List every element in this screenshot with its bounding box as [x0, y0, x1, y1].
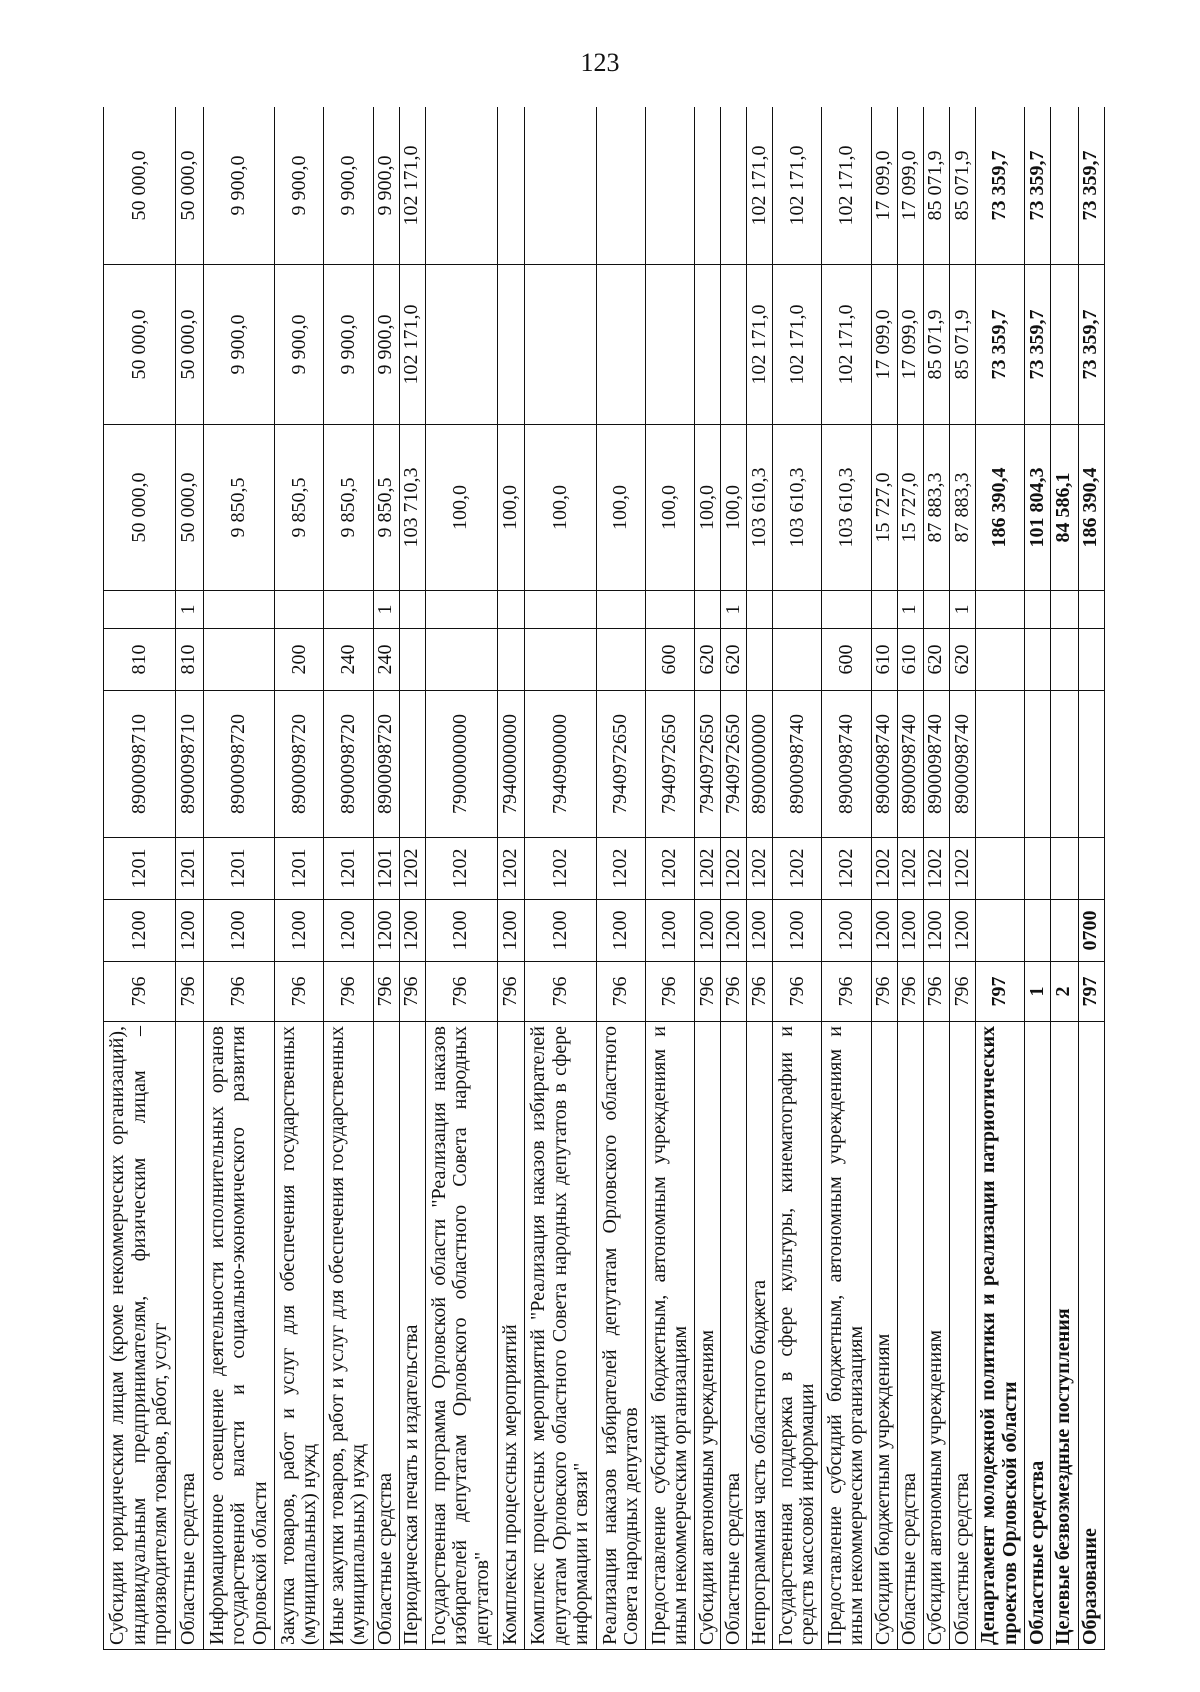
row-gr-cell: 796	[949, 962, 975, 1022]
row-v1-cell: 103 610,3	[822, 425, 871, 591]
row-v2-cell: 17 099,0	[897, 265, 923, 425]
row-v2-cell: 17 099,0	[871, 265, 897, 425]
row-gr-cell: 796	[897, 962, 923, 1022]
row-fl-cell	[1050, 591, 1078, 629]
row-rz-cell: 1200	[324, 900, 373, 962]
row-v3-cell	[1050, 107, 1078, 265]
table-row	[399, 107, 425, 1650]
row-pr-cell: 1202	[822, 838, 871, 900]
row-gr-cell: 796	[822, 962, 871, 1022]
table-row	[275, 107, 324, 1650]
table-row	[497, 107, 525, 1650]
row-v2-cell: 50 000,0	[175, 265, 203, 425]
row-name-cell: Периодическая печать и издательства	[399, 1022, 425, 1650]
row-cs-cell: 8900098740	[871, 691, 897, 838]
page-number: 123	[580, 48, 620, 77]
row-vr-cell	[203, 629, 275, 691]
row-cs-cell	[1024, 691, 1050, 838]
row-gr-cell: 796	[747, 962, 773, 1022]
row-gr-cell: 796	[373, 962, 399, 1022]
row-v2-cell: 85 071,9	[923, 265, 949, 425]
row-name-cell: Иные закупки товаров, работ и услуг для обеспечения государственных (муниципальных) нужд	[324, 1022, 373, 1650]
row-fl-cell	[597, 591, 646, 629]
row-cs-cell: 8900098720	[203, 691, 275, 838]
row-cs-cell: 7940000000	[497, 691, 525, 838]
row-v3-cell	[525, 107, 597, 265]
row-vr-cell: 810	[175, 629, 203, 691]
row-v2-cell	[425, 265, 497, 425]
row-vr-cell	[525, 629, 597, 691]
row-name-cell: Областные средства	[721, 1022, 747, 1650]
row-rz-cell: 1200	[597, 900, 646, 962]
budget-table-body	[104, 107, 1105, 1650]
table-row	[721, 107, 747, 1650]
row-pr-cell	[1078, 838, 1104, 900]
row-pr-cell: 1202	[399, 838, 425, 900]
row-vr-cell: 240	[373, 629, 399, 691]
row-v3-cell: 9 900,0	[324, 107, 373, 265]
row-cs-cell: 8900098740	[773, 691, 822, 838]
row-name-cell: Областные средства	[373, 1022, 399, 1650]
row-gr-cell: 796	[104, 962, 176, 1022]
row-fl-cell: 1	[949, 591, 975, 629]
row-cs-cell: 7900000000	[425, 691, 497, 838]
row-pr-cell	[1050, 838, 1078, 900]
row-v3-cell: 102 171,0	[399, 107, 425, 265]
table-row	[104, 107, 176, 1650]
row-v1-cell: 100,0	[695, 425, 721, 591]
table-row	[425, 107, 497, 1650]
row-pr-cell: 1201	[175, 838, 203, 900]
row-v2-cell: 9 900,0	[275, 265, 324, 425]
row-gr-cell: 796	[324, 962, 373, 1022]
row-v3-cell: 102 171,0	[822, 107, 871, 265]
row-v1-cell: 103 710,3	[399, 425, 425, 591]
row-pr-cell: 1202	[949, 838, 975, 900]
row-fl-cell	[747, 591, 773, 629]
row-name-cell: Государственная программа Орловской области "Реализация наказов избирателей депутатам Орловского областного Совета народных депутатов"	[425, 1022, 497, 1650]
row-gr-cell: 796	[597, 962, 646, 1022]
row-v1-cell: 87 883,3	[949, 425, 975, 591]
row-name-cell: Комплекс процессных мероприятий "Реализация наказов избирателей депутатам Орловского областного Совета народных депутатов в сфере информации и связи"	[525, 1022, 597, 1650]
row-cs-cell: 7940972650	[695, 691, 721, 838]
row-v3-cell: 73 359,7	[1024, 107, 1050, 265]
row-pr-cell: 1201	[324, 838, 373, 900]
row-fl-cell	[773, 591, 822, 629]
row-v1-cell: 50 000,0	[104, 425, 176, 591]
row-v2-cell	[597, 265, 646, 425]
budget-table	[103, 107, 1105, 1650]
row-rz-cell: 1200	[747, 900, 773, 962]
row-name-cell: Предоставление субсидий бюджетным, автономным учреждениям и иным некоммерческим организациям	[646, 1022, 695, 1650]
row-fl-cell: 1	[175, 591, 203, 629]
row-v3-cell	[695, 107, 721, 265]
row-gr-cell: 797	[1078, 962, 1104, 1022]
row-name-cell: Государственная поддержка в сфере культуры, кинематографии и средств массовой информации	[773, 1022, 822, 1650]
row-vr-cell	[975, 629, 1024, 691]
row-gr-cell: 796	[525, 962, 597, 1022]
row-pr-cell: 1202	[425, 838, 497, 900]
row-fl-cell	[822, 591, 871, 629]
row-v2-cell	[497, 265, 525, 425]
row-v3-cell: 9 900,0	[203, 107, 275, 265]
row-rz-cell: 1200	[646, 900, 695, 962]
row-vr-cell: 610	[897, 629, 923, 691]
row-v1-cell: 186 390,4	[975, 425, 1024, 591]
row-v2-cell	[695, 265, 721, 425]
row-v3-cell	[425, 107, 497, 265]
row-vr-cell: 620	[923, 629, 949, 691]
row-rz-cell	[1050, 900, 1078, 962]
row-v3-cell: 17 099,0	[871, 107, 897, 265]
row-cs-cell: 8900098740	[822, 691, 871, 838]
row-fl-cell	[203, 591, 275, 629]
row-v1-cell: 9 850,5	[324, 425, 373, 591]
row-rz-cell: 1200	[721, 900, 747, 962]
row-pr-cell: 1202	[747, 838, 773, 900]
row-v3-cell	[646, 107, 695, 265]
row-fl-cell: 1	[721, 591, 747, 629]
row-name-cell: Департамент молодежной политики и реализации патриотических проектов Орловской области	[975, 1022, 1024, 1650]
row-fl-cell	[425, 591, 497, 629]
row-gr-cell: 2	[1050, 962, 1078, 1022]
row-v3-cell: 17 099,0	[897, 107, 923, 265]
table-row	[373, 107, 399, 1650]
row-v3-cell: 50 000,0	[104, 107, 176, 265]
row-v2-cell: 73 359,7	[1078, 265, 1104, 425]
table-row	[1024, 107, 1050, 1650]
row-fl-cell	[1024, 591, 1050, 629]
table-row	[324, 107, 373, 1650]
row-vr-cell: 240	[324, 629, 373, 691]
row-vr-cell	[425, 629, 497, 691]
row-pr-cell: 1201	[203, 838, 275, 900]
row-v1-cell: 100,0	[646, 425, 695, 591]
row-fl-cell	[399, 591, 425, 629]
table-row	[695, 107, 721, 1650]
row-rz-cell: 1200	[822, 900, 871, 962]
row-v2-cell	[525, 265, 597, 425]
row-v1-cell: 15 727,0	[871, 425, 897, 591]
row-vr-cell	[1024, 629, 1050, 691]
row-name-cell: Областные средства	[949, 1022, 975, 1650]
row-name-cell: Областные средства	[175, 1022, 203, 1650]
row-vr-cell: 620	[721, 629, 747, 691]
row-vr-cell	[747, 629, 773, 691]
row-rz-cell: 1200	[203, 900, 275, 962]
row-vr-cell: 620	[949, 629, 975, 691]
row-cs-cell: 8900098710	[175, 691, 203, 838]
row-v2-cell: 9 900,0	[203, 265, 275, 425]
row-rz-cell: 1200	[871, 900, 897, 962]
row-gr-cell: 797	[975, 962, 1024, 1022]
row-cs-cell: 8900098740	[923, 691, 949, 838]
row-gr-cell: 796	[923, 962, 949, 1022]
row-pr-cell: 1202	[721, 838, 747, 900]
table-row	[203, 107, 275, 1650]
table-row	[773, 107, 822, 1650]
row-name-cell: Непрограммная часть областного бюджета	[747, 1022, 773, 1650]
row-cs-cell: 8900000000	[747, 691, 773, 838]
row-fl-cell	[646, 591, 695, 629]
row-name-cell: Субсидии автономным учреждениям	[923, 1022, 949, 1650]
row-v3-cell: 9 900,0	[275, 107, 324, 265]
row-cs-cell: 8900098710	[104, 691, 176, 838]
row-rz-cell	[975, 900, 1024, 962]
row-cs-cell: 7940900000	[525, 691, 597, 838]
row-rz-cell: 1200	[773, 900, 822, 962]
row-v3-cell: 9 900,0	[373, 107, 399, 265]
row-gr-cell: 796	[695, 962, 721, 1022]
row-v2-cell: 50 000,0	[104, 265, 176, 425]
row-v3-cell: 73 359,7	[1078, 107, 1104, 265]
row-v2-cell	[721, 265, 747, 425]
row-gr-cell: 796	[399, 962, 425, 1022]
row-v1-cell: 101 804,3	[1024, 425, 1050, 591]
row-v3-cell: 50 000,0	[175, 107, 203, 265]
table-row	[1078, 107, 1104, 1650]
row-rz-cell: 1200	[897, 900, 923, 962]
row-v1-cell: 50 000,0	[175, 425, 203, 591]
row-vr-cell	[1078, 629, 1104, 691]
row-gr-cell: 796	[175, 962, 203, 1022]
row-v2-cell: 102 171,0	[773, 265, 822, 425]
row-name-cell: Информационное освещение деятельности исполнительных органов государственной власти и социально-экономического развития Орловской области	[203, 1022, 275, 1650]
row-vr-cell: 600	[646, 629, 695, 691]
table-row	[949, 107, 975, 1650]
row-v1-cell: 100,0	[425, 425, 497, 591]
rotated-table-frame	[103, 107, 1105, 1650]
rotated-table-content	[103, 107, 1105, 1650]
row-cs-cell	[1050, 691, 1078, 838]
row-pr-cell: 1202	[773, 838, 822, 900]
row-name-cell: Реализация наказов избирателей депутатам Орловского областного Совета народных депутатов	[597, 1022, 646, 1650]
row-pr-cell: 1202	[646, 838, 695, 900]
row-v2-cell	[1050, 265, 1078, 425]
row-v2-cell: 102 171,0	[822, 265, 871, 425]
row-cs-cell	[1078, 691, 1104, 838]
row-pr-cell: 1202	[497, 838, 525, 900]
row-rz-cell: 1200	[425, 900, 497, 962]
row-fl-cell: 1	[897, 591, 923, 629]
row-cs-cell: 8900098740	[949, 691, 975, 838]
row-rz-cell	[1024, 900, 1050, 962]
row-name-cell: Субсидии бюджетным учреждениям	[871, 1022, 897, 1650]
row-gr-cell: 796	[275, 962, 324, 1022]
row-name-cell: Областные средства	[897, 1022, 923, 1650]
row-gr-cell: 796	[497, 962, 525, 1022]
row-v3-cell: 102 171,0	[747, 107, 773, 265]
row-name-cell: Субсидии автономным учреждениям	[695, 1022, 721, 1650]
row-v3-cell	[597, 107, 646, 265]
row-fl-cell	[104, 591, 176, 629]
row-v2-cell: 102 171,0	[747, 265, 773, 425]
row-cs-cell: 8900098720	[275, 691, 324, 838]
row-v3-cell: 85 071,9	[923, 107, 949, 265]
row-v1-cell: 9 850,5	[373, 425, 399, 591]
row-rz-cell: 1200	[399, 900, 425, 962]
table-row	[897, 107, 923, 1650]
row-fl-cell	[695, 591, 721, 629]
row-v2-cell: 9 900,0	[373, 265, 399, 425]
row-pr-cell	[975, 838, 1024, 900]
row-fl-cell	[871, 591, 897, 629]
row-name-cell: Субсидии юридическим лицам (кроме некоммерческих организаций), индивидуальным предпринимателям, физическим лицам – производителям товаров, работ, услуг	[104, 1022, 176, 1650]
row-vr-cell	[497, 629, 525, 691]
row-v3-cell	[721, 107, 747, 265]
row-vr-cell: 610	[871, 629, 897, 691]
row-fl-cell	[1078, 591, 1104, 629]
row-vr-cell: 600	[822, 629, 871, 691]
row-fl-cell	[275, 591, 324, 629]
table-row	[822, 107, 871, 1650]
row-rz-cell: 1200	[923, 900, 949, 962]
row-rz-cell: 1200	[695, 900, 721, 962]
row-vr-cell	[1050, 629, 1078, 691]
row-v3-cell	[497, 107, 525, 265]
row-v2-cell: 85 071,9	[949, 265, 975, 425]
row-fl-cell	[497, 591, 525, 629]
row-fl-cell	[975, 591, 1024, 629]
row-cs-cell	[399, 691, 425, 838]
row-v3-cell: 102 171,0	[773, 107, 822, 265]
row-rz-cell: 1200	[525, 900, 597, 962]
row-fl-cell: 1	[373, 591, 399, 629]
row-pr-cell: 1201	[104, 838, 176, 900]
row-gr-cell: 1	[1024, 962, 1050, 1022]
row-v1-cell: 9 850,5	[203, 425, 275, 591]
row-gr-cell: 796	[773, 962, 822, 1022]
row-vr-cell	[597, 629, 646, 691]
row-v2-cell: 9 900,0	[324, 265, 373, 425]
row-name-cell: Образование	[1078, 1022, 1104, 1650]
row-pr-cell: 1202	[597, 838, 646, 900]
row-name-cell: Закупка товаров, работ и услуг для обеспечения государственных (муниципальных) нужд	[275, 1022, 324, 1650]
row-pr-cell: 1202	[923, 838, 949, 900]
row-vr-cell: 810	[104, 629, 176, 691]
row-rz-cell: 0700	[1078, 900, 1104, 962]
row-rz-cell: 1200	[104, 900, 176, 962]
row-fl-cell	[923, 591, 949, 629]
row-pr-cell: 1202	[871, 838, 897, 900]
row-gr-cell: 796	[871, 962, 897, 1022]
table-row	[175, 107, 203, 1650]
row-cs-cell: 7940972650	[721, 691, 747, 838]
row-v1-cell: 103 610,3	[747, 425, 773, 591]
row-v1-cell: 186 390,4	[1078, 425, 1104, 591]
row-v2-cell	[646, 265, 695, 425]
row-v1-cell: 100,0	[721, 425, 747, 591]
row-gr-cell: 796	[203, 962, 275, 1022]
row-v1-cell: 84 586,1	[1050, 425, 1078, 591]
table-row	[525, 107, 597, 1650]
row-name-cell: Областные средства	[1024, 1022, 1050, 1650]
row-v1-cell: 100,0	[525, 425, 597, 591]
table-row	[646, 107, 695, 1650]
row-v1-cell: 103 610,3	[773, 425, 822, 591]
row-name-cell: Предоставление субсидий бюджетным, автономным учреждениям и иным некоммерческим организациям	[822, 1022, 871, 1650]
row-rz-cell: 1200	[275, 900, 324, 962]
row-cs-cell: 8900098720	[373, 691, 399, 838]
row-gr-cell: 796	[646, 962, 695, 1022]
row-vr-cell	[773, 629, 822, 691]
row-v1-cell: 9 850,5	[275, 425, 324, 591]
row-v3-cell: 85 071,9	[949, 107, 975, 265]
table-row	[975, 107, 1024, 1650]
row-vr-cell	[399, 629, 425, 691]
row-cs-cell: 8900098720	[324, 691, 373, 838]
row-cs-cell: 8900098740	[897, 691, 923, 838]
table-row	[871, 107, 897, 1650]
row-rz-cell: 1200	[175, 900, 203, 962]
table-row	[923, 107, 949, 1650]
row-gr-cell: 796	[721, 962, 747, 1022]
row-pr-cell: 1201	[373, 838, 399, 900]
row-v1-cell: 15 727,0	[897, 425, 923, 591]
row-v2-cell: 73 359,7	[975, 265, 1024, 425]
table-row	[1050, 107, 1078, 1650]
table-row	[747, 107, 773, 1650]
row-pr-cell: 1202	[695, 838, 721, 900]
row-v2-cell: 102 171,0	[399, 265, 425, 425]
row-cs-cell: 7940972650	[597, 691, 646, 838]
row-v2-cell: 73 359,7	[1024, 265, 1050, 425]
row-pr-cell	[1024, 838, 1050, 900]
row-v1-cell: 100,0	[497, 425, 525, 591]
row-vr-cell: 620	[695, 629, 721, 691]
row-cs-cell	[975, 691, 1024, 838]
row-pr-cell: 1202	[897, 838, 923, 900]
row-vr-cell: 200	[275, 629, 324, 691]
row-name-cell: Комплексы процессных мероприятий	[497, 1022, 525, 1650]
row-fl-cell	[525, 591, 597, 629]
row-rz-cell: 1200	[373, 900, 399, 962]
row-v3-cell: 73 359,7	[975, 107, 1024, 265]
row-fl-cell	[324, 591, 373, 629]
row-v1-cell: 87 883,3	[923, 425, 949, 591]
row-rz-cell: 1200	[949, 900, 975, 962]
row-rz-cell: 1200	[497, 900, 525, 962]
row-name-cell: Целевые безвозмездные поступления	[1050, 1022, 1078, 1650]
table-row	[597, 107, 646, 1650]
row-v1-cell: 100,0	[597, 425, 646, 591]
row-pr-cell: 1201	[275, 838, 324, 900]
row-pr-cell: 1202	[525, 838, 597, 900]
row-gr-cell: 796	[425, 962, 497, 1022]
row-cs-cell: 7940972650	[646, 691, 695, 838]
